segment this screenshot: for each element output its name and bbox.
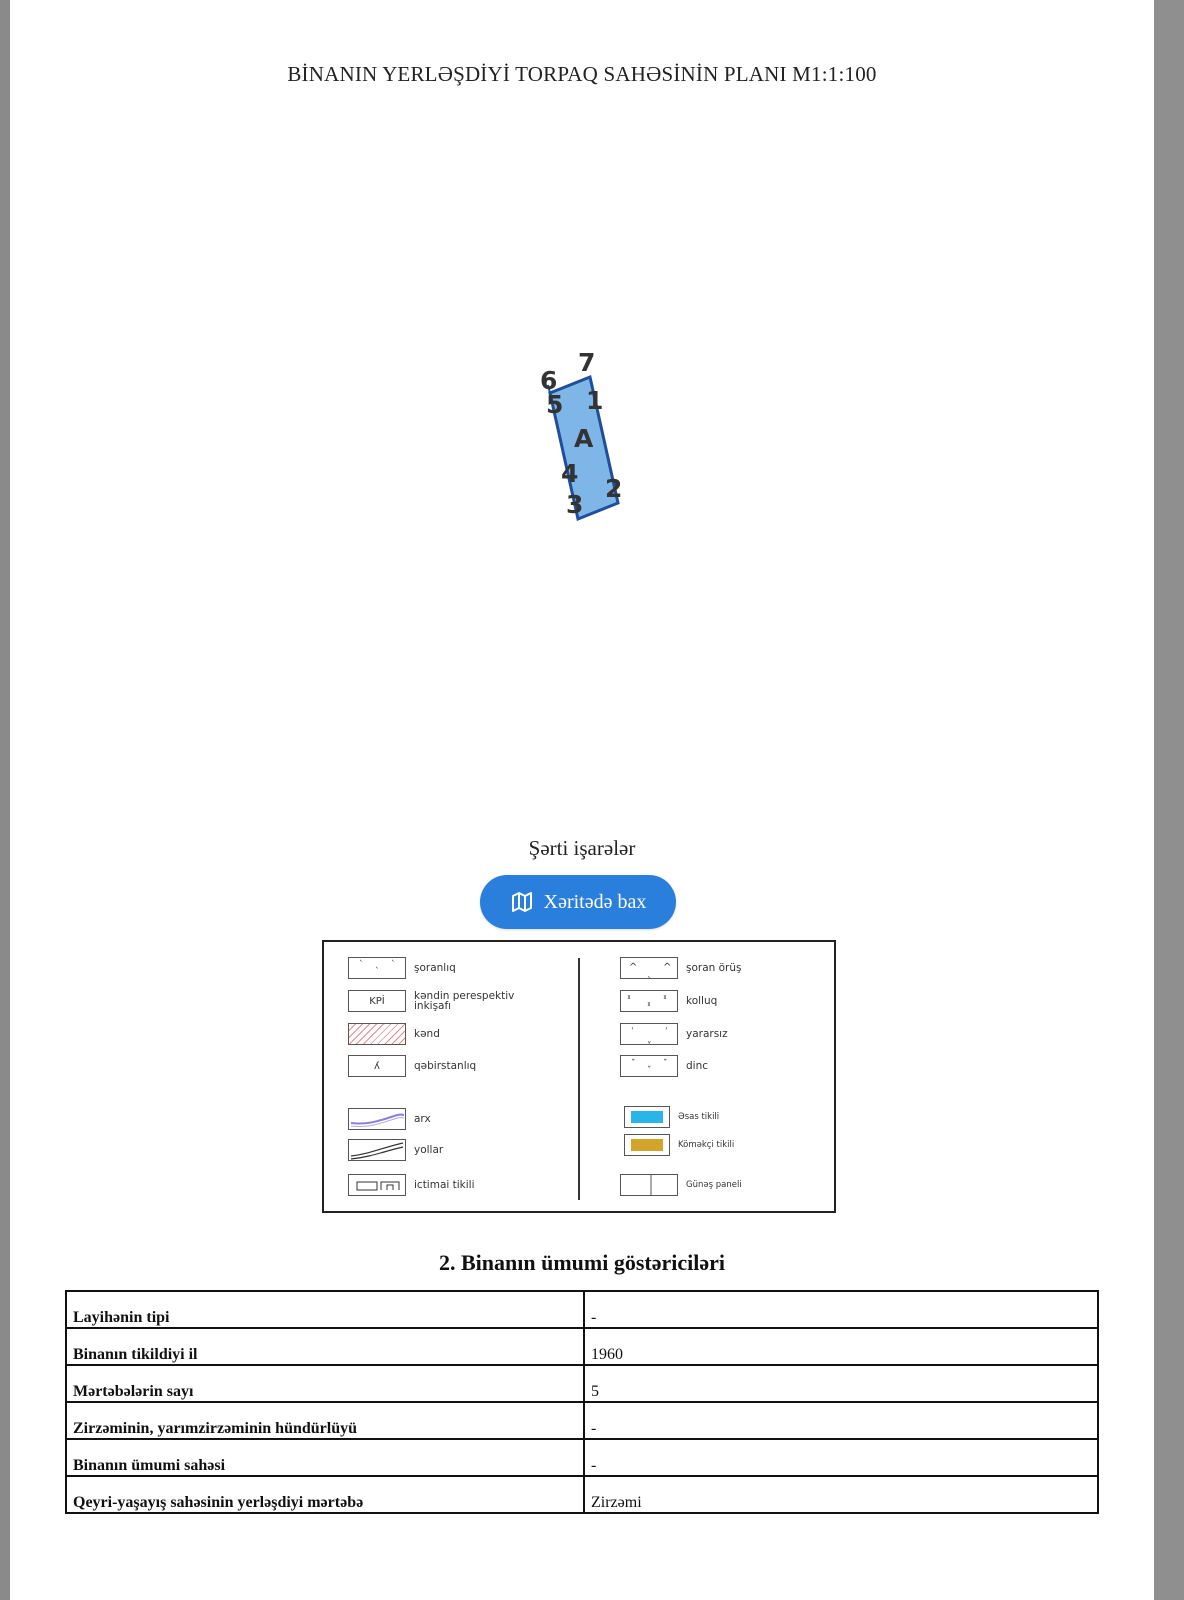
legend-item	[348, 1023, 440, 1045]
legend-item	[348, 1139, 443, 1161]
svg-text:ˠ: ˠ	[627, 994, 631, 1004]
dots-icon	[349, 958, 405, 978]
point-label-4: 4	[561, 459, 579, 488]
svg-text:ˋ: ˋ	[391, 960, 396, 970]
public-building-icon	[349, 1175, 405, 1195]
view-on-map-button[interactable]	[480, 875, 676, 929]
legend-label: yararsız	[686, 1028, 728, 1040]
legend-item	[348, 990, 524, 1012]
village-symbol	[348, 1023, 406, 1045]
legend-label: dinc	[686, 1060, 709, 1072]
row-value: -	[584, 1439, 1098, 1476]
row-key: Layihənin tipi	[66, 1291, 584, 1328]
svg-text:ˎ: ˎ	[647, 969, 652, 978]
legend-item	[348, 1174, 475, 1196]
cemetery-symbol: ʎ	[348, 1055, 406, 1077]
site-plan	[530, 345, 650, 535]
svg-text:ˇ: ˇ	[631, 1059, 636, 1069]
legend-label: kolluq	[686, 995, 718, 1007]
row-key: Binanın ümumi sahəsi	[66, 1439, 584, 1476]
main-building-symbol	[624, 1106, 670, 1128]
canal-symbol	[348, 1108, 406, 1130]
svg-text:^: ^	[629, 962, 638, 973]
row-value: Zirzəmi	[584, 1476, 1098, 1513]
row-value: -	[584, 1402, 1098, 1439]
legend-item	[624, 1134, 734, 1156]
row-value: 5	[584, 1365, 1098, 1402]
svg-text:ˋ: ˋ	[359, 960, 364, 970]
solar-panel-symbol	[620, 1174, 678, 1196]
tick-icon	[621, 1024, 677, 1044]
row-value: 1960	[584, 1328, 1098, 1365]
shrub-icon	[621, 991, 677, 1011]
legend-item	[620, 1174, 742, 1196]
legend-label: qəbirstanlıq	[414, 1060, 477, 1072]
svg-text:ˬ: ˬ	[647, 1034, 652, 1044]
svg-text:ˈ: ˈ	[665, 1027, 668, 1037]
table-row	[66, 1402, 1098, 1439]
legend-label: şoranlıq	[414, 962, 456, 974]
unusable-symbol	[620, 1023, 678, 1045]
table-row	[66, 1291, 1098, 1328]
legend-item	[348, 1108, 431, 1130]
table-row	[66, 1476, 1098, 1513]
row-key: Qeyri-yaşayış sahəsinin yerləşdiyi mərtəbə	[66, 1476, 584, 1513]
table-row	[66, 1365, 1098, 1402]
building-label: A	[574, 424, 594, 453]
page-title: BİNANIN YERLƏŞDİYİ TORPAQ SAHƏSİNİN PLANI M1:1:100	[287, 62, 877, 86]
vee-icon	[621, 1056, 677, 1076]
calm-symbol	[620, 1055, 678, 1077]
legend-item	[624, 1106, 719, 1128]
legend-label: ictimai tikili	[414, 1179, 475, 1191]
legend-item	[348, 1055, 476, 1077]
legend-label: yollar	[414, 1144, 444, 1156]
indicators-table	[65, 1290, 1099, 1514]
point-label-2: 2	[605, 474, 623, 503]
svg-text:ˠ: ˠ	[663, 994, 667, 1004]
legend-label: arx	[414, 1113, 431, 1125]
legend-item	[620, 957, 742, 979]
canal-icon	[349, 1109, 405, 1129]
legend-item	[620, 1023, 728, 1045]
table-row	[66, 1439, 1098, 1476]
legend-item	[348, 957, 456, 979]
svg-text:ˇ: ˇ	[647, 1066, 652, 1076]
point-label-1: 1	[586, 386, 604, 415]
indicators-title: 2. Binanın ümumi göstəriciləri	[439, 1250, 725, 1275]
salt-pasture-symbol	[620, 957, 678, 979]
svg-text:ˠ: ˠ	[647, 1001, 651, 1011]
legend-label: kəndin perespektiv inkişafı	[414, 990, 515, 1012]
legend-label: kənd	[414, 1028, 440, 1040]
legend-item	[620, 990, 717, 1012]
roads-symbol	[348, 1139, 406, 1161]
legend-box	[322, 940, 836, 1213]
auxiliary-building-swatch	[631, 1139, 663, 1151]
legend-label: şoran örüş	[686, 962, 742, 974]
legend-label: Günəş paneli	[686, 1180, 742, 1190]
document-page	[10, 0, 1154, 1600]
main-building-swatch	[631, 1111, 663, 1123]
public-building-symbol	[348, 1174, 406, 1196]
map-icon	[510, 890, 534, 914]
scrollbar-track[interactable]	[1154, 0, 1184, 1600]
svg-text:ˈ: ˈ	[631, 1027, 634, 1037]
road-icon	[349, 1140, 405, 1160]
table-row	[66, 1328, 1098, 1365]
legend-label: Əsas tikili	[678, 1112, 720, 1122]
caret-icon	[621, 958, 677, 978]
point-label-7: 7	[578, 348, 596, 377]
svg-text:ˇ: ˇ	[663, 1059, 668, 1069]
row-key: Binanın tikildiyi il	[66, 1328, 584, 1365]
solar-panel-icon	[621, 1175, 677, 1195]
salt-marsh-symbol	[348, 957, 406, 979]
auxiliary-building-symbol	[624, 1134, 670, 1156]
point-label-6: 6	[540, 366, 558, 395]
shrubland-symbol	[620, 990, 678, 1012]
point-label-3: 3	[566, 490, 584, 519]
legend-divider	[578, 958, 580, 1200]
legend-heading: Şərti işarələr	[528, 836, 636, 860]
point-label-5: 5	[546, 390, 564, 419]
left-margin	[0, 0, 10, 1600]
row-value: -	[584, 1291, 1098, 1328]
svg-text:^: ^	[663, 962, 672, 973]
svg-text:ˋ: ˋ	[375, 967, 380, 977]
legend-item	[620, 1055, 708, 1077]
row-key: Mərtəbələrin sayı	[66, 1365, 584, 1402]
view-on-map-label: Xəritədə bax	[543, 890, 647, 913]
kpi-symbol: KPİ	[348, 990, 406, 1012]
row-key: Zirzəminin, yarımzirzəminin hündürlüyü	[66, 1402, 584, 1439]
legend-label: Köməkçi tikili	[678, 1140, 735, 1150]
